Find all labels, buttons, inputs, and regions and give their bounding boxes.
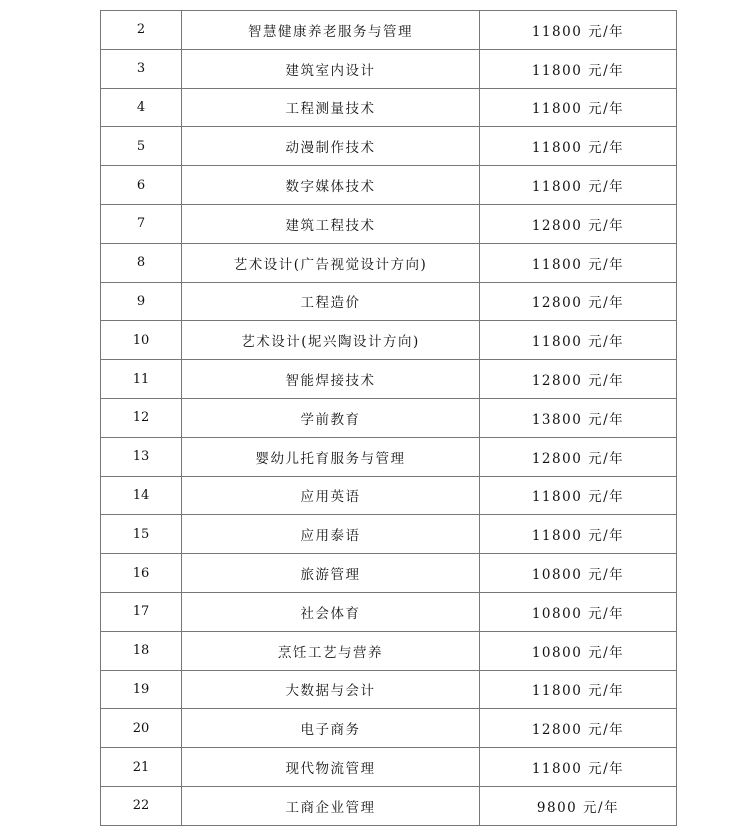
tuition-fee-cell: 11800 元/年 (480, 515, 677, 554)
row-number-cell: 11 (101, 360, 182, 399)
row-number-cell: 8 (101, 243, 182, 282)
table-row (101, 11, 677, 50)
row-number-cell: 15 (101, 515, 182, 554)
tuition-fee-cell: 11800 元/年 (480, 127, 677, 166)
major-name-cell: 艺术设计(广告视觉设计方向) (182, 243, 480, 282)
major-name-cell: 应用泰语 (182, 515, 480, 554)
table-body (101, 11, 677, 826)
tuition-fee-cell: 11800 元/年 (480, 166, 677, 205)
table-row (101, 166, 677, 205)
tuition-fee-cell: 11800 元/年 (480, 748, 677, 787)
row-number-cell: 5 (101, 127, 182, 166)
major-name-cell: 建筑室内设计 (182, 49, 480, 88)
row-number-cell: 17 (101, 592, 182, 631)
table-row (101, 321, 677, 360)
row-number-cell: 3 (101, 49, 182, 88)
tuition-fee-cell: 10800 元/年 (480, 592, 677, 631)
table-row (101, 243, 677, 282)
major-name-cell: 数字媒体技术 (182, 166, 480, 205)
major-name-cell: 烹饪工艺与营养 (182, 631, 480, 670)
table-row (101, 360, 677, 399)
row-number-cell: 14 (101, 476, 182, 515)
tuition-fee-cell: 11800 元/年 (480, 11, 677, 50)
table-row (101, 786, 677, 825)
major-name-cell: 工程造价 (182, 282, 480, 321)
row-number-cell: 13 (101, 437, 182, 476)
table-row (101, 631, 677, 670)
row-number-cell: 18 (101, 631, 182, 670)
major-name-cell: 建筑工程技术 (182, 204, 480, 243)
major-name-cell: 学前教育 (182, 398, 480, 437)
row-number-cell: 6 (101, 166, 182, 205)
major-name-cell: 应用英语 (182, 476, 480, 515)
tuition-fee-cell: 12800 元/年 (480, 709, 677, 748)
major-name-cell: 工程测量技术 (182, 88, 480, 127)
tuition-fee-cell: 11800 元/年 (480, 476, 677, 515)
table-row (101, 515, 677, 554)
major-name-cell: 旅游管理 (182, 554, 480, 593)
major-name-cell: 电子商务 (182, 709, 480, 748)
tuition-fee-cell: 11800 元/年 (480, 49, 677, 88)
tuition-fee-cell: 10800 元/年 (480, 631, 677, 670)
major-name-cell: 智能焊接技术 (182, 360, 480, 399)
tuition-fee-cell: 11800 元/年 (480, 88, 677, 127)
row-number-cell: 19 (101, 670, 182, 709)
table-row (101, 398, 677, 437)
row-number-cell: 21 (101, 748, 182, 787)
row-number-cell: 20 (101, 709, 182, 748)
table-row (101, 49, 677, 88)
row-number-cell: 12 (101, 398, 182, 437)
row-number-cell: 22 (101, 786, 182, 825)
row-number-cell: 10 (101, 321, 182, 360)
tuition-fee-cell: 9800 元/年 (480, 786, 677, 825)
major-name-cell: 社会体育 (182, 592, 480, 631)
table-row (101, 554, 677, 593)
tuition-fee-cell: 11800 元/年 (480, 670, 677, 709)
tuition-fee-cell: 12800 元/年 (480, 437, 677, 476)
table-row (101, 282, 677, 321)
table-row (101, 127, 677, 166)
row-number-cell: 9 (101, 282, 182, 321)
table-row (101, 592, 677, 631)
tuition-fee-cell: 12800 元/年 (480, 204, 677, 243)
major-name-cell: 大数据与会计 (182, 670, 480, 709)
table-row (101, 437, 677, 476)
tuition-fee-cell: 12800 元/年 (480, 360, 677, 399)
table-row (101, 88, 677, 127)
tuition-fee-cell: 11800 元/年 (480, 321, 677, 360)
row-number-cell: 7 (101, 204, 182, 243)
major-name-cell: 艺术设计(坭兴陶设计方向) (182, 321, 480, 360)
row-number-cell: 16 (101, 554, 182, 593)
major-name-cell: 动漫制作技术 (182, 127, 480, 166)
tuition-fee-cell: 13800 元/年 (480, 398, 677, 437)
major-name-cell: 婴幼儿托育服务与管理 (182, 437, 480, 476)
major-name-cell: 工商企业管理 (182, 786, 480, 825)
tuition-fee-cell: 12800 元/年 (480, 282, 677, 321)
table-row (101, 709, 677, 748)
table-row (101, 476, 677, 515)
tuition-fee-table (100, 10, 677, 826)
row-number-cell: 2 (101, 11, 182, 50)
tuition-fee-cell: 10800 元/年 (480, 554, 677, 593)
table-row (101, 204, 677, 243)
table-row (101, 670, 677, 709)
row-number-cell: 4 (101, 88, 182, 127)
tuition-fee-cell: 11800 元/年 (480, 243, 677, 282)
table-row (101, 748, 677, 787)
major-name-cell: 现代物流管理 (182, 748, 480, 787)
major-name-cell: 智慧健康养老服务与管理 (182, 11, 480, 50)
